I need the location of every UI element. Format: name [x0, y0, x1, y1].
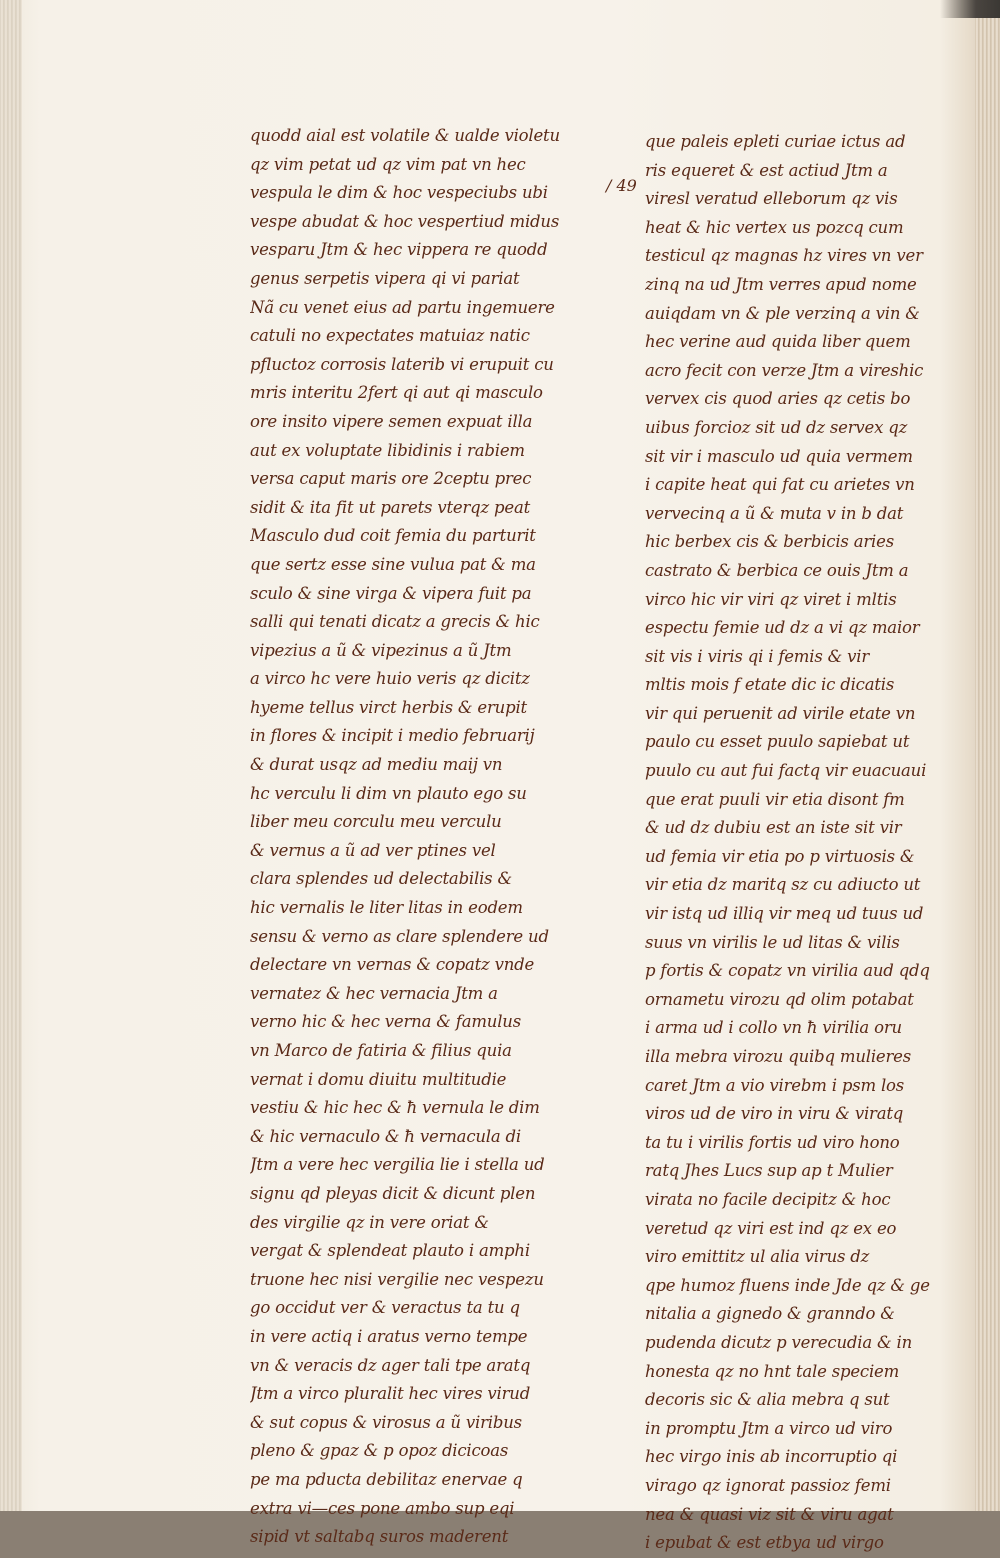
- text-line: & ud dz dubiu est an iste sit vir: [645, 818, 902, 838]
- text-line: vergat & splendeat plauto i amphi: [250, 1241, 530, 1261]
- text-line: testicul qz magnas hz vires vn ver: [645, 246, 923, 266]
- text-line: p fortis & copatz vn virilia aud qdq: [645, 961, 930, 981]
- text-line: qpe humoz fluens inde Jde qz & ge: [645, 1275, 930, 1295]
- text-line: viros ud de viro in viru & viratq: [645, 1104, 904, 1124]
- text-line: decoris sic & alia mebra q sut: [645, 1390, 890, 1410]
- text-line: quodd aial est volatile & ualde violetu: [250, 126, 560, 145]
- text-line: zinq na ud Jtm verres apud nome: [645, 274, 917, 294]
- text-line: pe ma pducta debilitaz enervae q: [250, 1469, 523, 1489]
- text-line: puulo cu aut fui factq vir euacuaui: [645, 761, 927, 781]
- text-line: signu qd pleyas dicit & dicunt plen: [250, 1183, 536, 1203]
- text-line: sit vir i masculo ud quia vermem: [645, 446, 913, 466]
- left-text-column: [250, 122, 590, 1552]
- text-line: go occidut ver & veractus ta tu q: [250, 1298, 520, 1318]
- text-line: i capite heat qui fat cu arietes vn: [645, 475, 915, 495]
- text-line: viresl veratud elleborum qz vis: [645, 189, 898, 209]
- text-line: in flores & incipit i medio februarij: [250, 726, 535, 746]
- text-line: vervecinq a ũ & muta v in b dat: [645, 503, 904, 523]
- text-line: vernatez & hec vernacia Jtm a: [250, 983, 498, 1003]
- text-line: veretud qz viri est ind qz ex eo: [645, 1218, 897, 1238]
- book-gutter-edge: [0, 0, 22, 1511]
- text-line: honesta qz no hnt tale speciem: [645, 1361, 900, 1381]
- text-line: ore insito vipere semen expuat illa: [250, 411, 533, 431]
- text-line: caret Jtm a vio virebm i psm los: [645, 1075, 905, 1095]
- text-line: Masculo dud coit femia du parturit: [250, 526, 536, 546]
- text-line: ornametu virozu qd olim potabat: [645, 989, 914, 1009]
- text-line: paulo cu esset puulo sapiebat ut: [645, 732, 910, 752]
- text-line: vestiu & hic hec & ħ vernula le dim: [250, 1098, 540, 1118]
- text-line: illa mebra virozu quibq mulieres: [645, 1047, 911, 1066]
- text-line: ratq Jhes Lucs sup ap t Mulier: [645, 1161, 893, 1181]
- text-line: Jtm a virco pluralit hec vires virud: [250, 1384, 531, 1404]
- text-line: aut ex voluptate libidinis i rabiem: [250, 440, 525, 460]
- text-line: & sut copus & virosus a ũ viribus: [250, 1412, 522, 1432]
- text-line: nitalia a gignedo & granndo &: [645, 1304, 895, 1324]
- text-line: & durat usqz ad mediu maij vn: [250, 755, 503, 775]
- text-line: vir istq ud illiq vir meq ud tuus ud: [645, 904, 924, 924]
- text-line: vipezius a ũ & vipezinus a ũ Jtm: [250, 640, 512, 660]
- text-line: salli qui tenati dicatz a grecis & hic: [250, 612, 540, 632]
- text-line: Nã cu venet eius ad partu ingemuere: [250, 297, 555, 317]
- text-line: espectu femie ud dz a vi qz maior: [645, 618, 920, 638]
- text-line: vernat i domu diuitu multitudie: [250, 1069, 507, 1089]
- text-line: versa caput maris ore 2ceptu prec: [250, 469, 532, 489]
- text-line: qz vim petat ud qz vim pat vn hec: [250, 154, 526, 174]
- text-line: vir qui peruenit ad virile etate vn: [645, 703, 916, 723]
- text-line: sit vis i viris qi i femis & vir: [645, 646, 870, 666]
- right-text-column: [645, 128, 965, 1558]
- text-line: truone hec nisi vergilie nec vespezu: [250, 1269, 544, 1289]
- text-line: mltis mois f etate dic ic dicatis: [645, 675, 895, 695]
- text-line: des virgilie qz in vere oriat &: [250, 1212, 489, 1232]
- text-line: acro fecit con verze Jtm a vireshic: [645, 360, 924, 380]
- text-line: sidit & ita fit ut parets vterqz peat: [250, 497, 531, 517]
- text-line: auiqdam vn & ple verzinq a vin &: [645, 303, 920, 323]
- text-line: nea & quasi viz sit & viru agat: [645, 1504, 894, 1524]
- text-line: mris interitu 2fert qi aut qi masculo: [250, 383, 543, 403]
- text-line: que paleis epleti curiae ictus ad: [645, 132, 906, 151]
- text-line: virata no facile decipitz & hoc: [645, 1189, 891, 1209]
- text-line: hec virgo inis ab incorruptio qi: [645, 1447, 898, 1467]
- text-line: ud femia vir etia po p virtuosis &: [645, 846, 915, 866]
- text-line: vespe abudat & hoc vespertiud midus: [250, 211, 560, 231]
- text-line: vn Marco de fatiria & filius quia: [250, 1041, 512, 1060]
- text-line: clara splendes ud delectabilis &: [250, 869, 512, 889]
- text-line: verno hic & hec verna & famulus: [250, 1012, 521, 1032]
- text-line: vn & veracis dz ager tali tpe aratq: [250, 1355, 531, 1375]
- text-line: hec verine aud quida liber quem: [645, 332, 911, 352]
- scan-background-corner: [940, 0, 1000, 18]
- text-line: genus serpetis vipera qi vi pariat: [250, 268, 520, 288]
- text-line: vesparu Jtm & hec vippera re quodd: [250, 240, 548, 260]
- text-line: liber meu corculu meu verculu: [250, 812, 502, 832]
- text-line: & vernus a ũ ad ver ptines vel: [250, 840, 496, 860]
- text-line: castrato & berbica ce ouis Jtm a: [645, 560, 909, 580]
- text-line: pudenda dicutz p verecudia & in: [645, 1332, 913, 1352]
- text-line: pleno & gpaz & p opoz dicicoas: [250, 1441, 509, 1461]
- text-line: ta tu i virilis fortis ud viro hono: [645, 1132, 900, 1152]
- text-line: sensu & verno as clare splendere ud: [250, 926, 549, 946]
- text-line: in vere actiq i aratus verno tempe: [250, 1326, 528, 1346]
- book-fore-edge: [975, 0, 1000, 1511]
- text-line: hic vernalis le liter litas in eodem: [250, 898, 523, 918]
- text-line: i epubat & est etbya ud virgo: [645, 1533, 884, 1553]
- text-line: i arma ud i collo vn ħ virilia oru: [645, 1018, 902, 1038]
- text-line: hyeme tellus virct herbis & erupit: [250, 697, 527, 717]
- text-line: heat & hic vertex us pozcq cum: [645, 217, 904, 237]
- text-line: ris equeret & est actiud Jtm a: [645, 160, 888, 180]
- text-line: pfluctoz corrosis laterib vi erupuit cu: [250, 354, 554, 374]
- text-line: que sertz esse sine vulua pat & ma: [250, 554, 536, 574]
- text-line: in promptu Jtm a virco ud viro: [645, 1418, 893, 1438]
- text-line: delectare vn vernas & copatz vnde: [250, 955, 535, 975]
- text-line: catuli no expectates matuiaz natic: [250, 326, 530, 346]
- text-line: suus vn virilis le ud litas & vilis: [645, 932, 900, 952]
- text-line: & hic vernaculo & ħ vernacula di: [250, 1126, 521, 1146]
- text-line: viro emittitz ul alia virus dz: [645, 1247, 870, 1267]
- text-line: vir etia dz maritq sz cu adiucto ut: [645, 875, 921, 895]
- text-line: hc verculu li dim vn plauto ego su: [250, 783, 527, 803]
- margin-note: / 49: [606, 176, 637, 195]
- text-line: Jtm a vere hec vergilia lie i stella ud: [250, 1155, 545, 1175]
- text-line: extra vi—ces pone ambo sup eqi: [250, 1498, 515, 1518]
- text-line: sculo & sine virga & vipera fuit pa: [250, 583, 532, 603]
- text-line: a virco hc vere huio veris qz dicitz: [250, 669, 530, 689]
- text-line: vespula le dim & hoc vespeciubs ubi: [250, 183, 548, 203]
- text-line: vervex cis quod aries qz cetis bo: [645, 389, 911, 409]
- text-line: virco hic vir viri qz viret i mltis: [645, 589, 897, 609]
- text-line: virago qz ignorat passioz femi: [645, 1475, 891, 1495]
- text-line: sipid vt saltabq suros maderent: [250, 1527, 509, 1547]
- text-line: que erat puuli vir etia disont fm: [645, 789, 905, 809]
- text-line: uibus forcioz sit ud dz servex qz: [645, 417, 908, 437]
- text-line: hic berbex cis & berbicis aries: [645, 532, 894, 552]
